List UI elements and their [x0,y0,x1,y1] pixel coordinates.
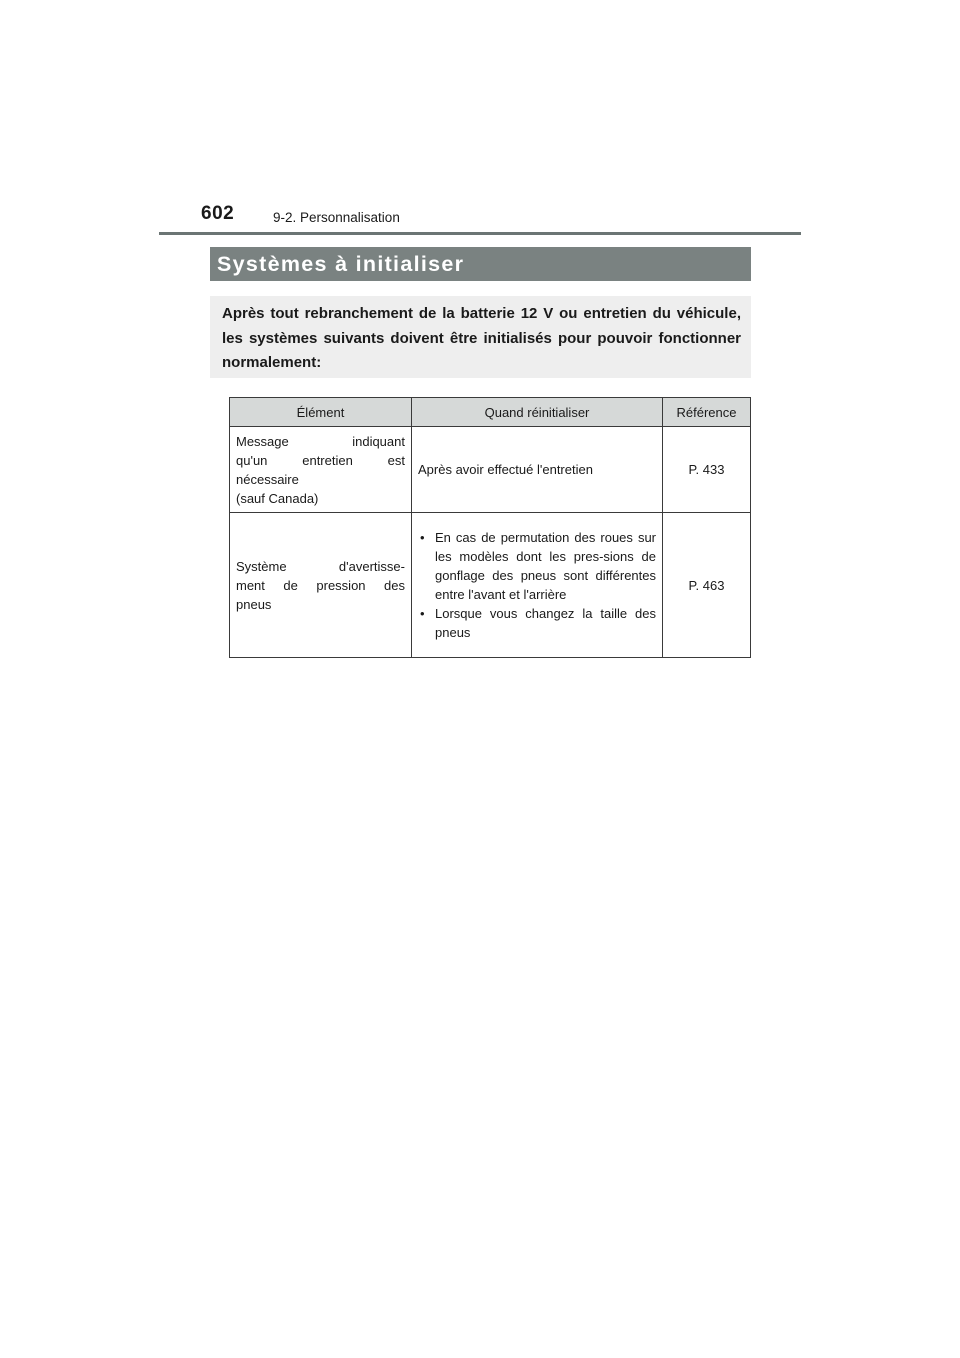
table-row [230,513,751,658]
table-header-row [230,398,751,427]
table-row [230,427,751,513]
row-item-cell [230,513,412,658]
bullet-item: • En cas de permutation des roues sur les modèles dont les pres-sions de gonflage des pneus sont différentes entre l'avant et l'arrière [418,528,656,604]
item-line: qu'un entretien est [236,452,405,468]
systems-table [229,397,751,658]
item-line: Système d'avertisse- [236,558,405,574]
header-element: Élément [230,398,412,427]
when-bullet-list [418,528,656,642]
item-line: nécessaire [236,471,299,487]
item-line: pneus [236,596,272,612]
item-line: ment de pression des [236,577,405,593]
section-title: Systèmes à initialiser [210,247,751,281]
intro-paragraph: Après tout rebranchement de la batterie 12 V ou entretien du véhicule, les systèmes suivants doivent être initialisés pour pouvoir fonctionner normalement: [210,296,751,378]
header-when: Quand réinitialiser [412,398,663,427]
section-label: 9-2. Personnalisation [273,210,400,225]
bullet-item: • Lorsque vous changez la taille des pneus [418,604,656,642]
row-reference-cell: P. 433 [663,427,751,513]
item-line: (sauf Canada) [236,490,319,506]
row-reference-cell: P. 463 [663,513,751,658]
row-when-cell: Après avoir effectué l'entretien [412,427,663,513]
page-number: 602 [201,203,235,224]
row-item-cell [230,427,412,513]
header-reference: Référence [663,398,751,427]
header-rule [159,232,801,235]
row-when-cell [412,513,663,658]
item-line: Message indiquant [236,433,405,449]
